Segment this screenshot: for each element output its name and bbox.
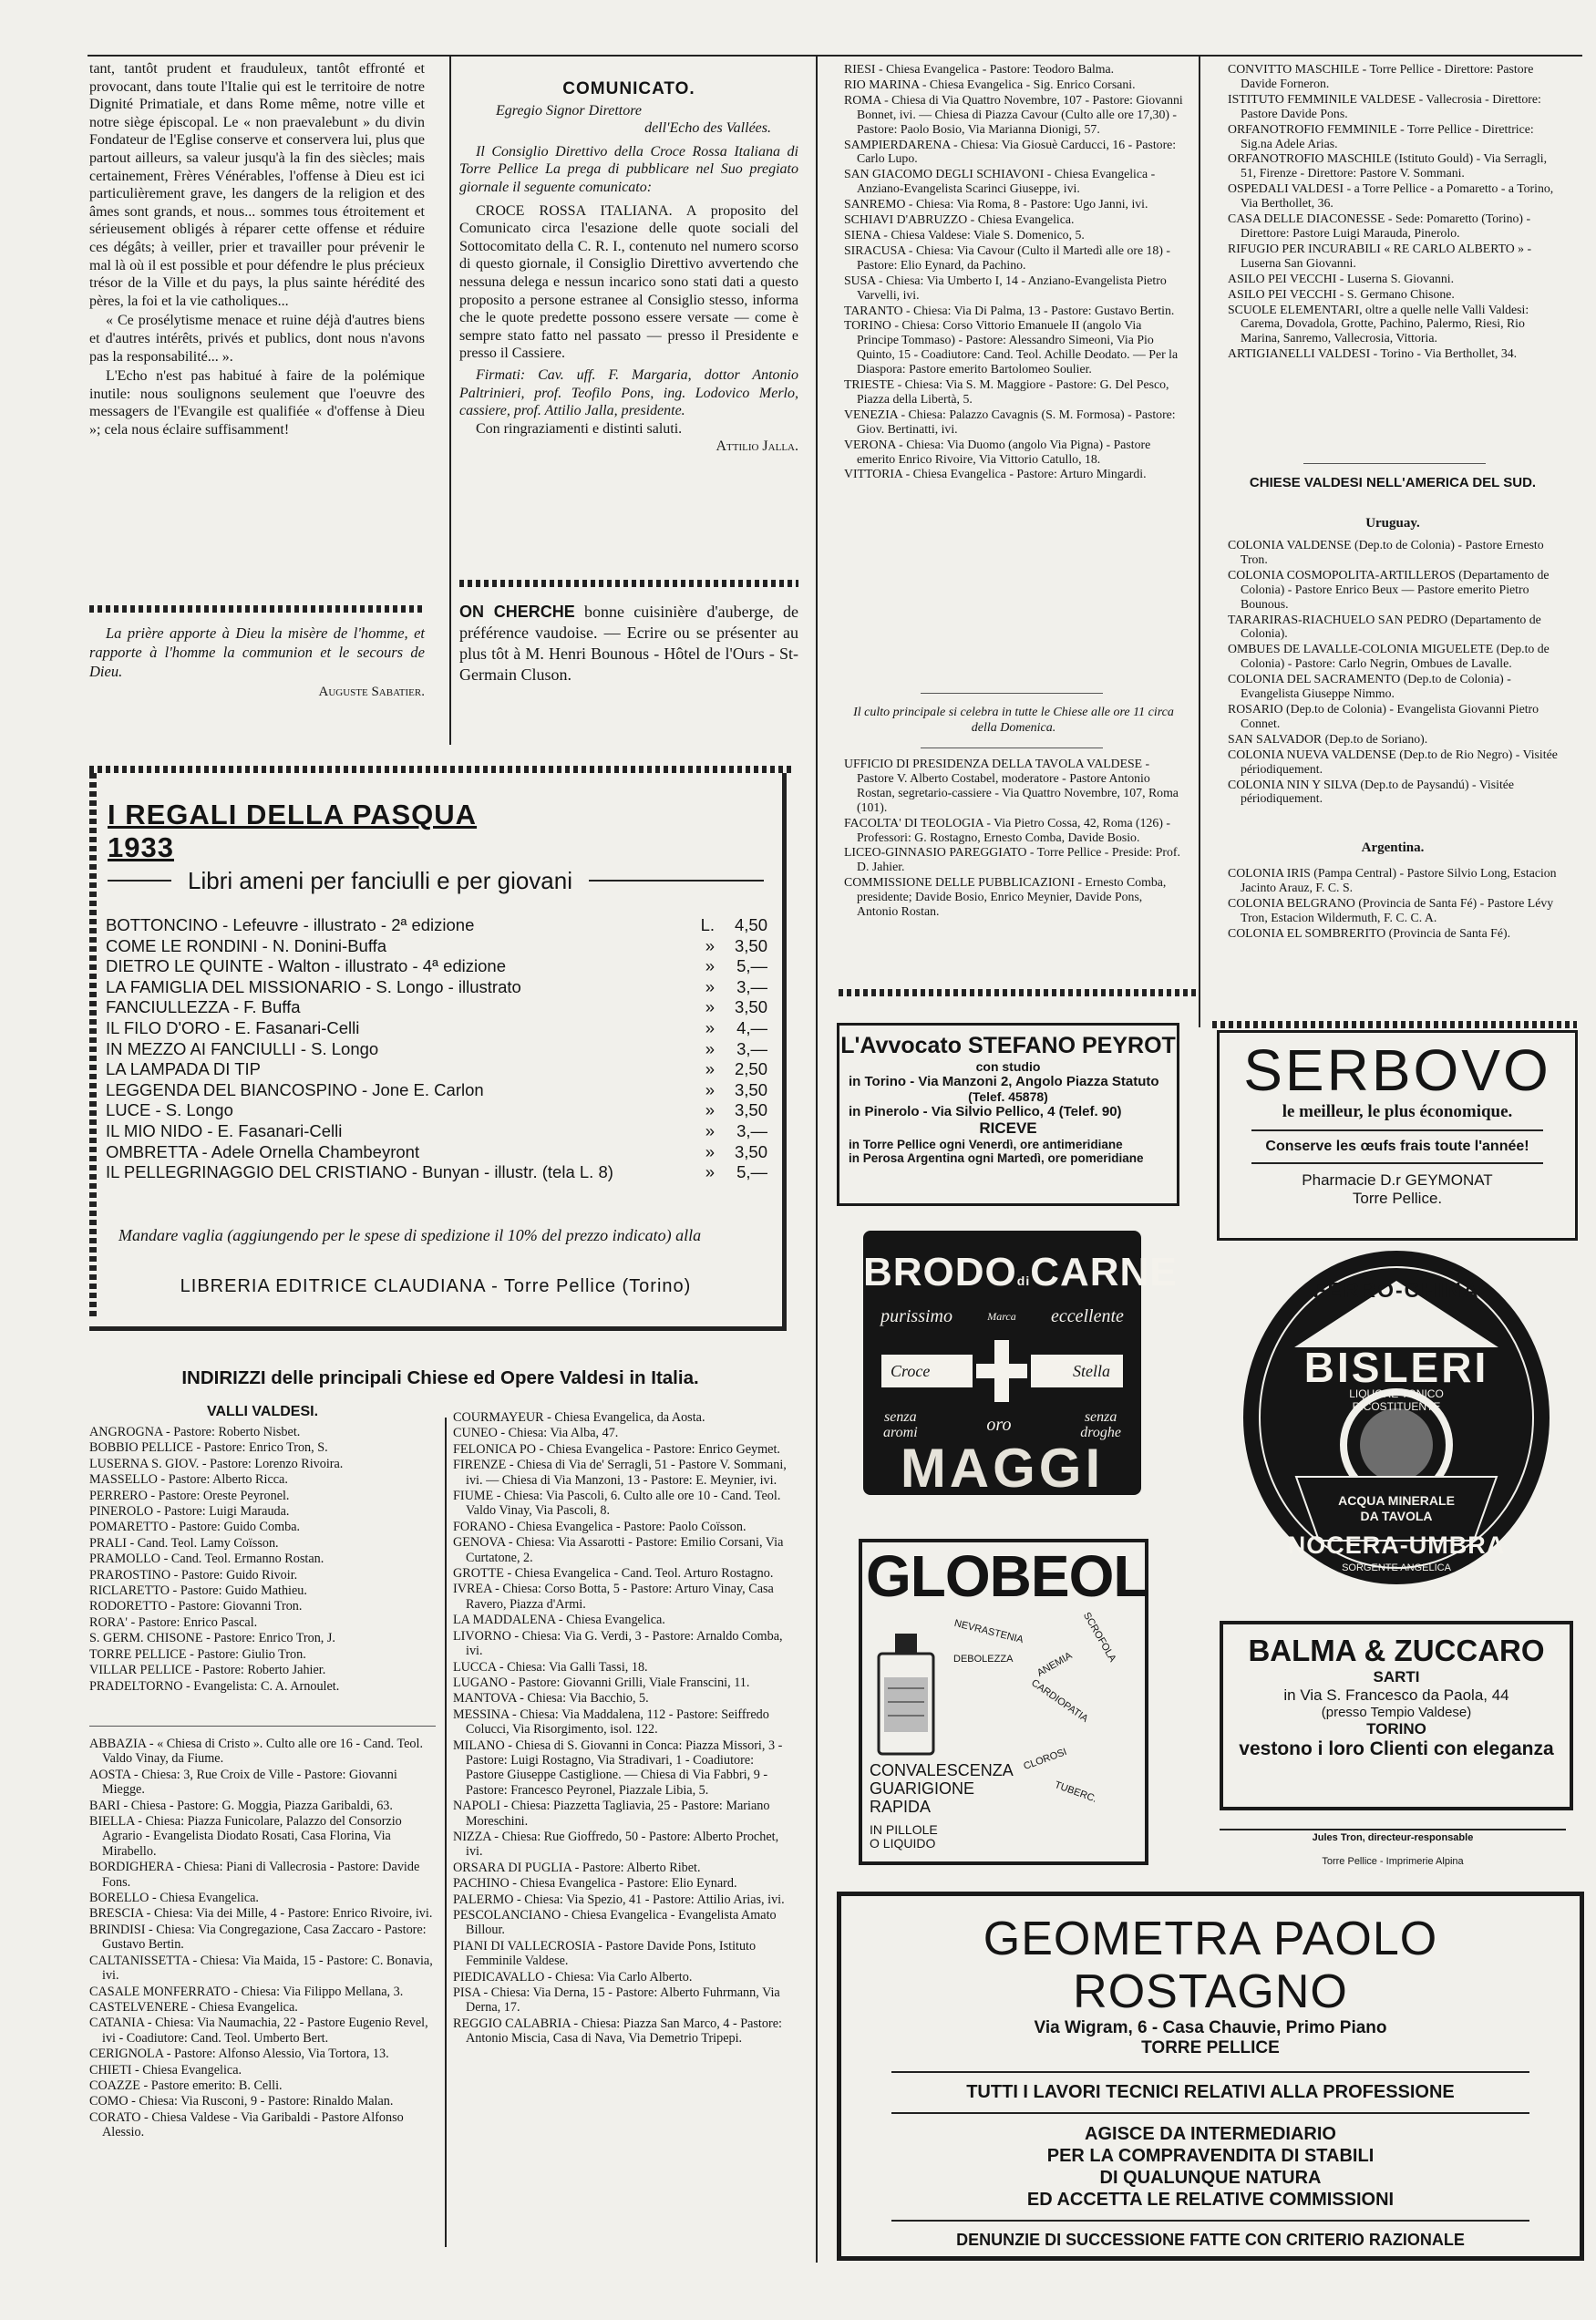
address-entry: GENOVA - Chiesa: Via Assarotti - Pastore: Emilio Corsani, Via Curtatone, 2. — [453, 1535, 784, 1565]
imprint-director: Jules Tron, directeur-responsable — [1312, 1832, 1474, 1843]
book-item: LA LAMPADA DI TIP » 2,50 — [106, 1059, 767, 1079]
address-entry: TARARIRAS-RIACHUELO SAN PEDRO (Departamento de Colonia). — [1228, 612, 1541, 641]
address-entry: ORSARA DI PUGLIA - Pastore: Alberto Ribet. — [453, 1860, 701, 1875]
institution-entry: OSPEDALI VALDESI - a Torre Pellice - a Pomaretto - a Torino, Via Berthollet, 36. — [1228, 181, 1554, 211]
imprint-printer: Torre Pellice - Imprimerie Alpina — [1322, 1856, 1464, 1867]
ad-text: le meilleur, le plus économique. — [1282, 1102, 1513, 1121]
address-entry: COURMAYEUR - Chiesa Evangelica, da Aosta. — [453, 1410, 705, 1425]
ad-text: ACQUA MINERALE — [1338, 1493, 1455, 1508]
address-entry: PISA - Chiesa: Via Derna, 15 - Pastore: Alberto Fuhrmann, Via Derna, 17. — [453, 1985, 780, 2016]
office-entry: COMMISSIONE DELLE PUBBLICAZIONI - Ernesto Comba, presidente; Davide Bosio, Enrico Meynier, Davide Pons, Antonio Rostan. — [844, 875, 1167, 919]
ad-peyrot — [837, 1023, 1179, 1206]
ad-bisleri — [1241, 1249, 1551, 1586]
ad-text: CLOROSI — [1022, 1746, 1069, 1773]
address-entry: SAN GIACOMO DEGLI SCHIAVONI - Chiesa Evangelica - Anziano-Evangelista Scarinci Giuseppe, ivi. — [844, 167, 1156, 196]
address-entry: TRIESTE - Chiesa: Via S. M. Maggiore - Pastore: G. Del Pesco, Piazza della Libertà, 5. — [844, 377, 1169, 406]
ad-text: Via Wigram, 6 - Casa Chauvie, Primo Piano — [1034, 2018, 1387, 2037]
col3-entries — [844, 62, 1183, 700]
ad-text: PER LA COMPRAVENDITA DI STABILI — [1046, 2146, 1375, 2166]
ad-text: di — [1016, 1273, 1031, 1288]
address-entry: PACHINO - Chiesa Evangelica - Pastore: Elio Eynard. — [453, 1876, 737, 1892]
divider — [1303, 463, 1486, 464]
institution-entry: ASILO PEI VECCHI - S. Germano Chisone. — [1228, 286, 1455, 301]
address-entry: CASTELVENERE - Chiesa Evangelica. — [89, 1999, 298, 2015]
comunicato-heading: COMUNICATO. — [562, 79, 695, 98]
address-entry: COLONIA NIN Y SILVA (Dep.to de Paysandú) - Visitée périodiquement. — [1228, 777, 1515, 806]
address-entry: BARI - Chiesa - Pastore: G. Moggia, Piazza Garibaldi, 63. — [89, 1798, 393, 1813]
ad-text: ANEMIA — [1035, 1650, 1075, 1679]
address-entry: SAMPIERDARENA - Chiesa: Via Giosuè Carducci, 16 - Pastore: Carlo Lupo. — [844, 137, 1177, 166]
address-entry: MANTOVA - Chiesa: Via Bacchio, 5. — [453, 1691, 649, 1706]
uruguay-list — [1228, 538, 1558, 830]
ad-text: eccellente — [1050, 1306, 1124, 1326]
book-ad-border — [782, 773, 787, 1329]
article-paragraph: L'Echo n'est pas habitué à faire de la polémique inutile: nous soulignons seulement que l'oeuvre des messagers de l'Evangile est qualifiée « d'offense à Dieu »; cela nous éclaire suffisamment! — [89, 368, 425, 438]
ad-text: purissimo — [880, 1306, 952, 1326]
address-entry: CUNEO - Chiesa: Via Alba, 47. — [453, 1426, 619, 1441]
book-item: FANCIULLEZZA - F. Buffa » 3,50 — [106, 997, 767, 1017]
ad-text: in Torino - Via Manzoni 2, Angolo Piazza Statuto — [849, 1074, 1159, 1089]
ad-text: RAPIDA — [870, 1798, 932, 1816]
office-entry: FACOLTA' DI TEOLOGIA - Via Pietro Cossa, 42, Roma (126) - Professori: G. Rostagno, Ernesto Comba, Davide Bosio. — [844, 815, 1170, 844]
ad-globeol — [859, 1539, 1148, 1865]
address-entry: FORANO - Chiesa Evangelica - Pastore: Paolo Coïsson. — [453, 1519, 747, 1534]
address-entry: ROMA - Chiesa di Via Quattro Novembre, 107 - Pastore: Giovanni Bonnet, ivi. — Chiesa di Piazza Cavour (Culto alle ore 17,30) - Pastore: Paolo Bosio, Via Marianna Dionigi, 57. — [844, 92, 1183, 136]
ad-text: RICOSTITUENTE — [1352, 1400, 1441, 1413]
ad-rostagno-title: GEOMETRA PAOLO ROSTAGNO — [983, 1913, 1438, 2018]
address-entry: SIRACUSA - Chiesa: Via Cavour (Culto il Martedì alle ore 18) - Pastore: Elio Eynard, da Pachino. — [844, 242, 1170, 272]
ad-text: (Telef. 45878) — [968, 1089, 1048, 1104]
address-entry: PERRERO - Pastore: Oreste Peyronel. — [89, 1488, 290, 1503]
institution-entry: ARTIGIANELLI VALDESI - Torino - Via Berthollet, 34. — [1228, 346, 1518, 361]
ad-serbovo-brand: SERBOVO — [1243, 1037, 1551, 1103]
italy-list-b — [453, 1410, 792, 2263]
comunicato-thanks: Con ringraziamenti e distinti saluti. — [476, 420, 683, 437]
address-entry: RICLARETTO - Pastore: Guido Mathieu. — [89, 1583, 307, 1599]
address-entry: PIEDICAVALLO - Chiesa: Via Carlo Alberto. — [453, 1969, 693, 1985]
address-entry: POMARETTO - Pastore: Guido Comba. — [89, 1520, 301, 1535]
ad-maggi-brand: MAGGI — [900, 1438, 1105, 1499]
ad-maggi — [863, 1231, 1178, 1499]
address-entry: PRALI - Cand. Teol. Lamy Coïsson. — [89, 1535, 279, 1551]
comunicato-sign: Attilio Jalla. — [716, 438, 798, 455]
classified-ad — [459, 602, 798, 729]
address-entry: AOSTA - Chiesa: 3, Rue Croix de Ville - Pastore: Giovanni Miegge. — [89, 1767, 397, 1798]
ad-globeol-brand: GLOBEOL — [866, 1543, 1148, 1609]
ad-text: SARTI — [1373, 1668, 1420, 1686]
book-item: COME LE RONDINI - N. Donini-Buffa » 3,50 — [106, 935, 767, 955]
col3-offices — [844, 757, 1183, 1007]
book-item: DIETRO LE QUINTE - Walton - illustrato - 4ª edizione » 5,— — [106, 956, 767, 976]
address-entry: ABBAZIA - « Chiesa di Cristo ». Culto alle ore 16 - Cand. Teol. Valdo Vinay, da Fiume. — [89, 1737, 424, 1767]
address-entry: ANGROGNA - Pastore: Roberto Nisbet. — [89, 1425, 301, 1439]
institution-entry: SCUOLE ELEMENTARI, oltre a quelle nelle Valli Valdesi: Carema, Dovadola, Grotte, Pachino, Palermo, Riesi, Rio Marina, Sanremo, Vallecrosia, Vittoria. — [1228, 302, 1529, 345]
address-entry: COLONIA BELGRANO (Provincia de Santa Fé) - Pastore Lévy Tron, Estacion Wildermuth, F. C. C. A. — [1228, 895, 1554, 924]
book-item: IN MEZZO AI FANCIULLI - S. Longo » 3,— — [106, 1038, 767, 1058]
ad-text: aromi — [883, 1425, 918, 1440]
ad-text: BRODO — [863, 1250, 1017, 1294]
address-entry: CALTANISSETTA - Chiesa: Via Maida, 15 - Pastore: C. Bonavia, ivi. — [89, 1953, 433, 1984]
address-entry: PALERMO - Chiesa: Via Spezio, 41 - Pastore: Attilio Arias, ivi. — [453, 1892, 785, 1907]
address-entry: COLONIA NUEVA VALDENSE (Dep.to de Rio Negro) - Visitée périodiquement. — [1228, 747, 1558, 776]
ad-text: TORINO — [1366, 1720, 1426, 1737]
column-divider — [445, 1418, 447, 2247]
valli-title: VALLI VALDESI. — [206, 1404, 319, 1419]
classified-lead: ON CHERCHE — [459, 603, 575, 621]
institution-entry: ORFANOTROFIO MASCHILE (Istituto Gould) - Via Serragli, 51, Firenze - Direttore: Pastore V. Sommani. — [1228, 151, 1548, 180]
address-entry: VERONA - Chiesa: Via Duomo (angolo Via Pigna) - Pastore emerito Enrico Rivoire, Via Vittorio Catullo, 18. — [844, 437, 1151, 466]
ad-text: CARDIOPATIA — [1029, 1677, 1090, 1725]
book-item: IL FILO D'ORO - E. Fasanari-Celli » 4,— — [106, 1017, 767, 1037]
address-entry: MILANO - Chiesa di S. Giovanni in Conca: Piazza Missori, 3 - Pastore: Luigi Rostagno, Via Stradivari, 1 - Coadiutore: Pastore Giuseppe Castiglione. — Chiesa di Via Fabbri, 9 - Pastore: Francesco Peyronel, Piazzale Libia, 5. — [453, 1737, 783, 1798]
top-rule — [88, 55, 1582, 57]
ad-text: Croce — [891, 1362, 931, 1380]
ad-text: oro — [986, 1414, 1012, 1435]
address-entry: PRADELTORNO - Evangelista: C. A. Arnoulet. — [89, 1678, 340, 1694]
book-list — [106, 915, 767, 1193]
address-entry: PIANI DI VALLECROSIA - Pastore Davide Pons, Istituto Femminile Valdese. — [453, 1938, 757, 1969]
south-america-title: CHIESE VALDESI NELL'AMERICA DEL SUD. — [1249, 475, 1537, 490]
address-entry: CERIGNOLA - Pastore: Alfonso Alessio, Via Tortora, 13. — [89, 2047, 389, 2062]
address-entry: RORA' - Pastore: Enrico Pascal. — [89, 1614, 258, 1630]
ad-text: FERRO-CHINA — [1313, 1278, 1480, 1302]
address-entry: IVREA - Chiesa: Corso Botta, 5 - Pastore: Arturo Vinay, Casa Ravero, Piazza d'Armi. — [453, 1582, 774, 1612]
address-entry: RIESI - Chiesa Evangelica - Pastore: Teodoro Balma. — [844, 62, 1115, 76]
address-entry: NIZZA - Chiesa: Rue Gioffredo, 50 - Pastore: Alberto Prochet, ivi. — [453, 1829, 779, 1860]
ornamental-border — [89, 773, 97, 1320]
ad-text: senza — [1084, 1409, 1117, 1425]
salutation: Egregio Signor Direttore — [496, 102, 642, 119]
ad-text: vestono i loro Clienti con eleganza — [1239, 1738, 1554, 1759]
ad-text: Conserve les œufs frais toute l'année! — [1265, 1139, 1529, 1154]
address-entry: CATANIA - Chiesa: Via Naumachia, 22 - Pastore Eugenio Revel, ivi - Coadiutore: Cand. Teol. Umberto Bert. — [89, 2016, 428, 2046]
address-entry: NAPOLI - Chiesa: Piazzetta Tagliavia, 25 - Pastore: Mariano Moreschini. — [453, 1799, 770, 1829]
book-item: LEGGENDA DEL BIANCOSPINO - Jone E. Carlon » 3,50 — [106, 1079, 767, 1099]
divider — [921, 693, 1103, 694]
ad-text: Torre Pellice. — [1352, 1190, 1443, 1207]
address-entry: SANREMO - Chiesa: Via Roma, 8 - Pastore: Ugo Janni, ivi. — [844, 197, 1148, 211]
book-item: IL MIO NIDO - E. Fasanari-Celli » 3,— — [106, 1120, 767, 1140]
article-french — [89, 60, 425, 598]
ad-text: in Torre Pellice ogni Venerdì, ore antimeridiane — [849, 1138, 1123, 1151]
address-entry: ROSARIO (Dep.to de Colonia) - Evangelista Giovanni Pietro Connet. — [1228, 701, 1539, 730]
ad-rostagno — [837, 1892, 1584, 2261]
ad-text: SCROFOLA — [1080, 1610, 1118, 1665]
valli-list — [89, 1425, 436, 1726]
address-entry: BRESCIA - Chiesa: Via dei Mille, 4 - Pastore: Enrico Rivoire, ivi. — [89, 1906, 433, 1922]
address-entry: VENEZIA - Chiesa: Palazzo Cavagnis (S. M. Formosa) - Pastore: Giov. Bertinatti, ivi. — [844, 407, 1176, 436]
salutation: dell'Echo des Vallées. — [644, 120, 771, 137]
column-divider — [1199, 57, 1200, 1027]
book-ad-subtitle: Libri ameni per fanciulli e per giovani — [108, 864, 764, 897]
institution-entry: CONVITTO MASCHILE - Torre Pellice - Direttore: Pastore Davide Forneron. — [1228, 62, 1534, 90]
addresses-title: INDIRIZZI delle principali Chiese ed Opere Valdesi in Italia. — [181, 1367, 699, 1388]
ad-text: in Perosa Argentina ogni Martedì, ore pomeridiane — [849, 1151, 1144, 1165]
address-entry: VILLAR PELLICE - Pastore: Roberto Jahier. — [89, 1663, 326, 1678]
address-entry: TORRE PELLICE - Pastore: Giulio Tron. — [89, 1646, 306, 1662]
address-entry: COAZZE - Pastore emerito: B. Celli. — [89, 2078, 283, 2093]
book-ad-publisher: LIBRERIA EDITRICE CLAUDIANA - Torre Pellice (Torino) — [180, 1276, 692, 1296]
address-entry: S. GERM. CHISONE - Pastore: Enrico Tron, J. — [89, 1631, 335, 1646]
ad-text: GUARIGIONE — [870, 1779, 975, 1798]
col4-entries — [1228, 62, 1558, 477]
address-entry: BRINDISI - Chiesa: Via Congregazione, Casa Zaccaro - Pastore: Gustavo Bertin. — [89, 1922, 427, 1953]
divider — [1220, 1829, 1566, 1830]
ad-text: DI QUALUNQUE NATURA — [1099, 2168, 1322, 2188]
address-entry: GROTTE - Chiesa Evangelica - Cand. Teol. Arturo Rostagno. — [453, 1566, 774, 1582]
address-entry: COLONIA COSMOPOLITA-ARTILLEROS (Departamento de Colonia) - Pastore Enrico Beux — Pastore emerito Pietro Bounous. — [1228, 567, 1550, 611]
cross-star-icon — [973, 1333, 1031, 1409]
ad-text: LIQUORE TONICO — [1349, 1387, 1444, 1400]
ad-serbovo — [1217, 1030, 1578, 1241]
ad-bisleri-nocera: NOCERA-UMBRA — [1287, 1531, 1506, 1559]
ad-text: senza — [884, 1409, 917, 1425]
ad-text: CARNE — [1030, 1250, 1178, 1294]
address-entry: TORINO - Chiesa: Corso Vittorio Emanuele II (angolo Via Principe Tommaso) - Pastore: Alessandro Simeoni, Via Pio Quinto, 15 - Coadiutore: Cand. Teol. Achille Deodato. — Per la Diaspora: Pastore emerito Bartolomeo Soulier. — [844, 318, 1179, 376]
quote-author: Auguste Sabatier. — [318, 685, 425, 699]
address-entry: COLONIA IRIS (Pampa Central) - Pastore Silvio Long, Estacion Jacinto Arauz, F. C. S. — [1228, 866, 1557, 894]
address-entry: LUCCA - Chiesa: Via Galli Tassi, 18. — [453, 1659, 648, 1675]
ad-text: TUBERC. — [1053, 1779, 1098, 1805]
book-ad-title: I REGALI DELLA PASQUA 1933 — [108, 799, 478, 863]
address-entry: PESCOLANCIANO - Chiesa Evangelica - Evangelista Amato Billour. — [453, 1908, 777, 1938]
address-entry: MASSELLO - Pastore: Alberto Ricca. — [89, 1472, 288, 1488]
ad-text: Marca — [987, 1310, 1016, 1323]
argentina-list — [1228, 866, 1558, 1012]
ad-text: ED ACCETTA LE RELATIVE COMMISSIONI — [1026, 2190, 1395, 2210]
divider — [89, 1726, 436, 1727]
uruguay-title: Uruguay. — [1365, 516, 1420, 531]
office-entry: UFFICIO DI PRESIDENZA DELLA TAVOLA VALDESE - Pastore V. Alberto Costabel, moderatore - Pastore Antonio Rostan, segretario-cassiere - Via Quattro Novembre, 107, Roma (101). — [844, 757, 1179, 814]
address-entry: PRAROSTINO - Pastore: Guido Rivoir. — [89, 1567, 298, 1583]
classified-text: bonne cuisinière d'auberge, de préférence vaudoise. — Ecrire ou se présenter au plus tôt à M. Henri Bounous - Hôtel de l'Ours - St-Germain Cluson. — [459, 603, 799, 684]
address-entry: BORELLO - Chiesa Evangelica. — [89, 1891, 259, 1906]
address-entry: SIENA - Chiesa Valdese: Viale S. Domenico, 5. — [844, 227, 1085, 242]
article-paragraph: tant, tantôt prudent et frauduleux, tantôt effronté et provocant, dans toute l'Italie qui est le territoire de notre Dignité Primatiale, et dans Rome même, notre ville et notre siège épiscopal. Le « non praevalebunt » du divin Fondateur de l'Eglise conserve et conservera lui, plus que partout ailleurs, sa valeur jusqu'à la fin des siècles; mais certainement, Frères Vénérables, l'offense à Dieu est ici particulièrement grave, les dangers de la religion et des âmes sont grands, et nous... sommes tous étroitement et sérieusement obligés à réparer cette offense et réduire ces dégâts; à veiller, prier et travailler pour prévenir le mal là où il est possible et pour défendre le plus précieux trésor de la Ville et du pays, la plus sainte hérédité des pères, la foi et la vie catholiques... — [89, 61, 425, 309]
address-entry: SAN SALVADOR (Dep.to de Soriano). — [1228, 731, 1428, 746]
address-entry: SCHIAVI D'ABRUZZO - Chiesa Evangelica. — [844, 212, 1075, 227]
address-entry: CASALE MONFERRATO - Chiesa: Via Filippo Mellana, 3. — [89, 1984, 404, 1999]
book-item: BOTTONCINO - Lefeuvre - illustrato - 2ª edizione L. 4,50 — [106, 915, 767, 934]
address-entry: OMBUES DE LAVALLE-COLONIA MIGUELETE (Dep.to de Colonia) - Pastore: Carlo Negrin, Ombues de Lavalle. — [1228, 642, 1550, 671]
institution-entry: ORFANOTROFIO FEMMINILE - Torre Pellice - Direttrice: Sig.na Adele Arias. — [1228, 121, 1534, 150]
ad-text: DA TAVOLA — [1360, 1509, 1433, 1523]
address-entry: RODORETTO - Pastore: Giovanni Tron. — [89, 1599, 303, 1614]
ad-text: Stella — [1073, 1362, 1110, 1380]
column-divider — [449, 57, 451, 745]
italy-list-a — [89, 1737, 436, 2265]
ad-text: DENUNZIE DI SUCCESSIONE FATTE CON CRITERIO RAZIONALE — [956, 2231, 1465, 2249]
quote-text: La prière apporte à Dieu la misère de l'homme, et rapporte à l'homme la communion et le secours de Dieu. — [89, 624, 425, 680]
address-entry: LIVORNO - Chiesa: Via G. Verdi, 3 - Pastore: Arnaldo Comba, ivi. — [453, 1628, 783, 1659]
office-entry: LICEO-GINNASIO PAREGGIATO - Torre Pellice - Preside: Prof. D. Jahier. — [844, 845, 1180, 874]
address-entry: COLONIA DEL SACRAMENTO (Dep.to de Colonia) - Evangelista Giuseppe Nimmo. — [1228, 672, 1511, 701]
address-entry: RIO MARINA - Chiesa Evangelica - Sig. Enrico Corsani. — [844, 77, 1136, 91]
ad-text: TORRE PELLICE — [1141, 2038, 1280, 2057]
ad-text: in Pinerolo - Via Silvio Pellico, 4 (Telef. 90) — [849, 1104, 1122, 1119]
comunicato-signatures: Firmati: Cav. uff. F. Margaria, dottor Antonio Paltrinieri, prof. Teofilo Pons, ing. Lodovico Merlo, cassiere, prof. Attilio Jalla, presidente. — [459, 366, 798, 419]
institution-entry: ISTITUTO FEMMINILE VALDESE - Vallecrosia - Direttore: Pastore Davide Pons. — [1228, 91, 1541, 120]
ad-text: AGISCE DA INTERMEDIARIO — [1085, 2124, 1336, 2144]
address-entry: COLONIA VALDENSE (Dep.to de Colonia) - Pastore Ernesto Tron. — [1228, 538, 1544, 566]
ad-text: SORGENTE ANGELICA — [1342, 1562, 1451, 1573]
ad-text: O LIQUIDO — [870, 1836, 936, 1851]
institution-entry: CASA DELLE DIACONESSE - Sede: Pomaretto (Torino) - Direttore: Pastore Luigi Marauda, Pinerolo. — [1228, 211, 1531, 240]
address-entry: LUGANO - Pastore: Giovanni Grilli, Viale Franscini, 11. — [453, 1675, 750, 1690]
column-divider — [816, 57, 818, 2263]
institution-entry: RIFUGIO PER INCURABILI « RE CARLO ALBERTO » - Luserna San Giovanni. — [1228, 241, 1532, 270]
address-entry: TARANTO - Chiesa: Via Di Palma, 13 - Pastore: Gustavo Bertin. — [844, 303, 1175, 317]
book-item: OMBRETTA - Adele Ornella Chambeyront » 3,50 — [106, 1141, 767, 1161]
argentina-title: Argentina. — [1361, 840, 1425, 855]
quote-block — [89, 624, 425, 724]
institution-entry: ASILO PEI VECCHI - Luserna S. Giovanni. — [1228, 271, 1455, 285]
ad-text: in Via S. Francesco da Paola, 44 — [1283, 1686, 1509, 1704]
address-entry: CHIETI - Chiesa Evangelica. — [89, 2062, 242, 2078]
address-entry: SUSA - Chiesa: Via Umberto I, 14 - Anziano-Evangelista Pietro Varvelli, ivi. — [844, 273, 1167, 302]
address-entry: LA MADDALENA - Chiesa Evangelica. — [453, 1613, 665, 1628]
bottle-icon — [870, 1634, 942, 1757]
ad-text: TUTTI I LAVORI TECNICI RELATIVI ALLA PROFESSIONE — [966, 2082, 1455, 2102]
ad-bisleri-brand: BISLERI — [1303, 1344, 1489, 1391]
comunicato-body: CROCE ROSSA ITALIANA. A proposito del Comunicato circa l'esazione delle quote sociali del Sottocomitato della C. R. I., contenuto nel numero scorso di questo giornale, il Consiglio Direttivo avvertendo che nessuna delega e nessun incarico sono stati dati a questo proposito a persone estranee al Consiglio stesso, informa che le quote predette possono essere versate — come è sempre stato fatto nel passato — presso il Presidente e presso il Cassiere. — [459, 202, 798, 362]
book-ad-border — [89, 1326, 787, 1331]
ad-text: CONVALESCENZA — [870, 1761, 1014, 1779]
ad-text: IN PILLOLE — [870, 1822, 938, 1837]
book-item: IL PELLEGRINAGGIO DEL CRISTIANO - Bunyan - illustr. (tela L. 8) » 5,— — [106, 1162, 767, 1182]
ornamental-rule — [839, 989, 1196, 996]
book-item: LUCE - S. Longo » 3,50 — [106, 1100, 767, 1120]
address-entry: LUSERNA S. GIOV. - Pastore: Lorenzo Rivoira. — [89, 1456, 344, 1471]
comunicato — [459, 80, 798, 572]
address-entry: REGGIO CALABRIA - Chiesa: Piazza San Marco, 4 - Pastore: Antonio Miscia, Casa di Nava, Via Demetrio Tripepi. — [453, 2016, 782, 2047]
address-entry: COLONIA EL SOMBRERITO (Provincia de Santa Fé). — [1228, 925, 1511, 940]
ad-text: con studio — [975, 1059, 1041, 1074]
ad-text: DEBOLEZZA — [953, 1654, 1014, 1665]
comunicato-intro: Il Consiglio Direttivo della Croce Rossa Italiana di Torre Pellice La prega di pubblicare nel Suo pregiato giornale il seguente comunicato: — [459, 143, 798, 195]
address-entry: MESSINA - Chiesa: Via Maddalena, 112 - Pastore: Seiffredo Colucci, Via Risorgimento, isol. 122. — [453, 1706, 769, 1737]
address-entry: FELONICA PO - Chiesa Evangelica - Pastore: Enrico Geymet. — [453, 1441, 780, 1457]
address-entry: FIUME - Chiesa: Via Pascoli, 6. Culto alle ore 10 - Cand. Teol. Valdo Vinay, Via Pascoli, 8. — [453, 1489, 781, 1519]
address-entry: CORATO - Chiesa Valdese - Via Garibaldi - Pastore Alfonso Alessio. — [89, 2109, 404, 2140]
book-item: LA FAMIGLIA DEL MISSIONARIO - S. Longo - illustrato » 3,— — [106, 976, 767, 996]
address-entry: BORDIGHERA - Chiesa: Piani di Vallecrosia - Pastore: Davide Fons. — [89, 1860, 420, 1890]
article-paragraph: « Ce prosélytisme menace et ruine déjà d'autres biens et d'autres intérêts, privés et publics, dont nous n'avons pas la responsabilité... ». — [89, 313, 425, 365]
ad-text: RICEVE — [979, 1119, 1037, 1137]
address-entry: COMO - Chiesa: Via Rusconi, 9 - Pastore: Rinaldo Malan. — [89, 2094, 394, 2109]
ornamental-rule — [89, 605, 425, 613]
book-ad-note: Mandare vaglia (aggiungendo per le spese di spedizione il 10% del prezzo indicato) alla — [118, 1226, 702, 1244]
address-entry: PRAMOLLO - Cand. Teol. Ermanno Rostan. — [89, 1552, 324, 1567]
address-entry: BIELLA - Chiesa: Piazza Funicolare, Palazzo del Consorzio Agrario - Evangelista Diodato Rosati, Casa Florina, Via Mirabello. — [89, 1814, 402, 1859]
ad-balma-zuccaro — [1220, 1621, 1573, 1810]
ad-peyrot-name: L'Avvocato STEFANO PEYROT — [840, 1033, 1176, 1058]
ad-text: Pharmacie D.r GEYMONAT — [1302, 1171, 1493, 1189]
ad-text: droghe — [1080, 1425, 1121, 1440]
ornamental-border — [89, 766, 791, 773]
culto-note: Il culto principale si celebra in tutte le Chiese alle ore 11 circa della Domenica. — [853, 706, 1174, 735]
ad-text: (presso Tempio Valdese) — [1321, 1705, 1472, 1720]
address-entry: FIRENZE - Chiesa di Via de' Serragli, 51 - Pastore V. Sommani, ivi. — Chiesa di Via Manzoni, 13 - Pastore: E. Meynier, ivi. — [453, 1458, 787, 1488]
ad-balma-name: BALMA & ZUCCARO — [1248, 1634, 1545, 1667]
address-entry: VITTORIA - Chiesa Evangelica - Pastore: Arturo Mingardi. — [844, 467, 1147, 481]
address-entry: PINEROLO - Pastore: Luigi Marauda. — [89, 1504, 290, 1520]
ornamental-rule — [459, 580, 798, 587]
ornamental-rule — [1212, 1021, 1577, 1028]
address-entry: BOBBIO PELLICE - Pastore: Enrico Tron, S. — [89, 1440, 328, 1456]
ad-text: NEVRASTENIA — [952, 1617, 1025, 1646]
